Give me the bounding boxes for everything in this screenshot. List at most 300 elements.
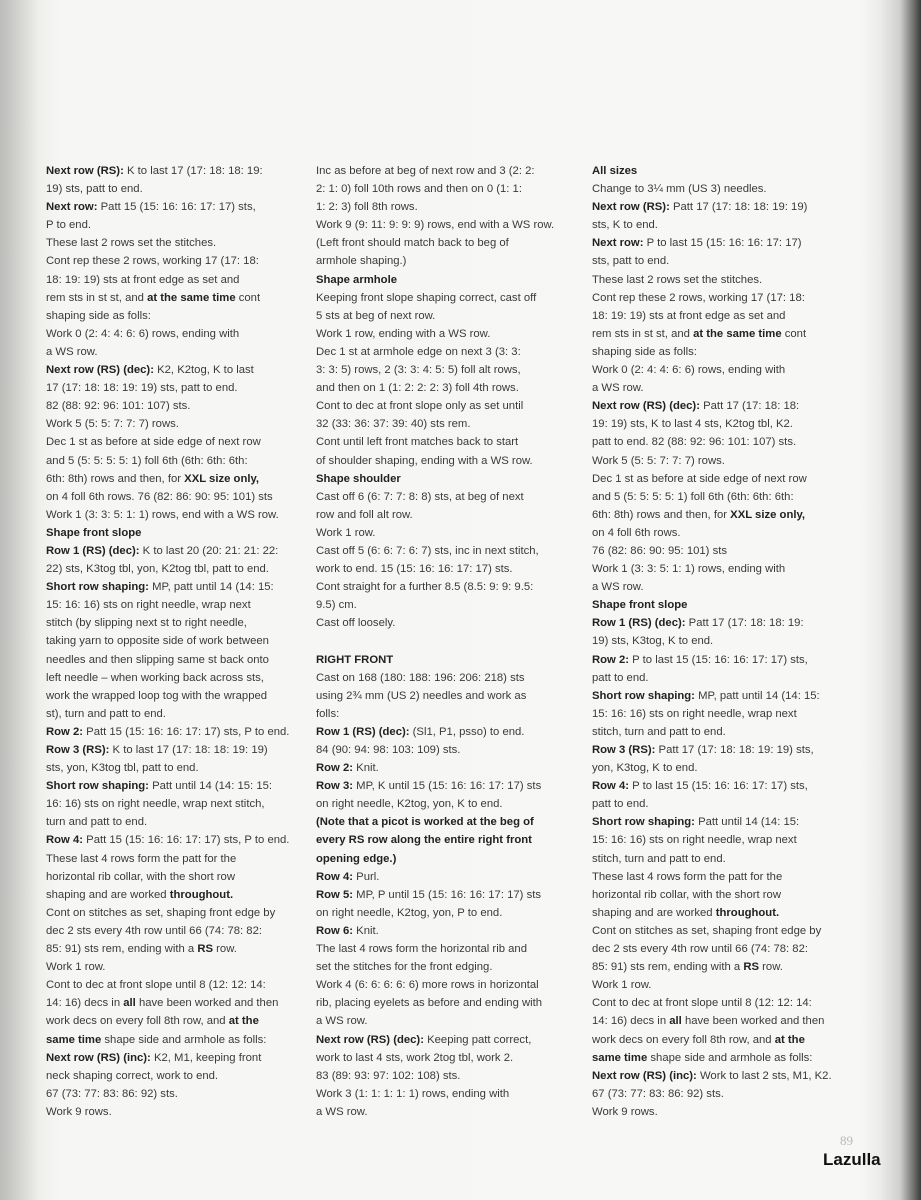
text-segment: needles and then slipping same st back onto [46,653,269,666]
text-segment: stitch, turn and patt to end. [592,852,726,865]
bold-text: Next row: [592,237,644,250]
bold-text: Row 2: [46,725,84,738]
text-segment: Work 5 (5: 5: 7: 7: 7) rows. [46,418,179,431]
text-segment: shaping side as folls: [46,309,151,322]
bold-text: Row 1 (RS) (dec): [592,617,686,630]
text-line [46,705,308,723]
bold-text: Shape armhole [316,273,397,286]
text-line [592,868,860,886]
text-line [46,723,308,741]
bold-text: Shape front slope [592,599,688,612]
text-segment: Work 1 row. [592,979,652,992]
text-segment: shape side and armhole as folls: [647,1051,813,1064]
text-line [316,831,584,849]
text-segment: shape side and armhole as folls: [101,1033,267,1046]
text-line [316,379,584,397]
bold-text: Row 1 (RS) (dec): [316,725,410,738]
text-line [316,488,584,506]
text-line [592,216,860,234]
text-segment: 17 (17: 18: 18: 19: 19) sts, patt to end. [46,382,238,395]
text-line [46,1031,308,1049]
text-line [592,958,860,976]
text-line [592,669,860,687]
text-line [46,868,308,886]
text-line [592,777,860,795]
bold-text: Row 3 (RS): [46,744,110,756]
text-line [316,976,584,994]
text-segment: Work 4 (6: 6: 6: 6: 6) more rows in horizontal [316,979,539,992]
text-segment: 22) sts, K3tog tbl, yon, K2tog tbl, patt to end. [46,563,269,576]
text-segment: taking yarn to opposite side of work between [46,635,269,648]
text-line [316,958,584,976]
bold-text: throughout. [169,888,234,901]
text-segment: row and foll alt row. [316,508,413,521]
text-segment: Work 1 row, ending with a WS row. [316,327,491,340]
text-line [592,1067,860,1085]
text-segment: Patt until 14 (14: 15: [694,816,800,829]
text-segment: yon, K3tog, K to end. [592,762,698,775]
text-line [592,524,860,542]
bold-text: Shape front slope [46,526,142,539]
text-line [316,922,584,940]
text-segment: Patt 15 (15: 16: 16: 17: 17) sts, P to end. [83,725,290,738]
text-segment: folls: [316,707,340,720]
text-line [46,415,308,433]
text-line [316,198,584,216]
text-line [592,506,860,524]
text-line [592,289,860,307]
text-segment: Work 9 (9: 11: 9: 9: 9) rows, end with a WS row. [316,219,555,232]
text-segment: horizontal rib collar, with the short row [46,870,235,883]
text-line [592,614,860,632]
text-line [46,940,308,958]
text-line [592,1103,860,1121]
text-line [316,506,584,524]
text-segment: Work 1 (3: 3: 5: 1: 1) rows, ending with [592,563,786,576]
text-segment: patt to end. 82 (88: 92: 96: 101: 107) sts. [592,436,797,449]
text-segment: Dec 1 st as before at side edge of next row [592,472,807,485]
text-line [592,252,860,270]
bold-text: Next row: [46,201,98,214]
text-segment: (Sl1, P1, psso) to end. [409,725,525,738]
text-segment: on 4 foll 6th rows. [592,526,681,539]
text-segment: Patt 17 (17: 18: 18: 19: 19) sts, [655,744,814,756]
text-line [592,759,860,777]
text-line [316,361,584,379]
text-segment: 32 (33: 36: 37: 39: 40) sts rem. [316,418,471,431]
text-segment: patt to end. [592,798,649,811]
bold-text: Short row shaping: [46,581,149,594]
text-line [316,524,584,542]
text-segment: set the stitches for the front edging. [316,961,493,974]
text-segment: 3: 3: 5) rows, 2 (3: 3: 4: 5: 5) foll alt rows, [316,364,521,377]
text-line [592,795,860,813]
text-line [46,596,308,614]
text-segment: MP, K until 15 (15: 16: 16: 17: 17) sts [353,780,542,793]
text-segment: 16: 16) sts on right needle, wrap next stitch, [46,798,265,811]
bold-text: Next row (RS) (dec): [46,364,154,377]
bold-text: Next row (RS) (dec): [592,400,700,413]
text-line [592,198,860,216]
text-line [46,252,308,270]
text-segment: Cast off loosely. [316,617,396,630]
text-segment: Cont to dec at front slope only as set until [316,400,524,413]
text-line [46,741,308,759]
bold-text: Row 4: [592,780,630,793]
text-segment: 15: 16: 16) sts on right needle, wrap next [592,707,797,720]
bold-text: Short row shaping: [592,816,695,829]
text-segment: rem sts in st st, and [46,291,148,304]
text-line [316,307,584,325]
text-segment: sts, K to end. [592,219,658,232]
text-segment: Patt 17 (17: 18: 18: 19: [685,617,804,630]
text-segment: Work 9 rows. [592,1105,658,1118]
text-segment: have been worked and then [681,1015,825,1028]
text-segment: Cont rep these 2 rows, working 17 (17: 18: [46,255,259,268]
text-line [316,1012,584,1030]
text-line [592,379,860,397]
text-line [592,560,860,578]
text-segment: 15: 16: 16) sts on right needle, wrap next [46,599,251,612]
text-line [46,216,308,234]
text-segment: row. [759,961,783,974]
text-line [316,705,584,723]
text-line [592,397,860,415]
text-segment: 67 (73: 77: 83: 86: 92) sts. [592,1087,724,1100]
text-line [46,524,308,542]
bold-text: Shape shoulder [316,472,401,485]
text-line [316,1049,584,1067]
text-line [46,614,308,632]
text-line [592,976,860,994]
text-segment: cont [235,291,261,304]
text-segment: shaping and are worked [46,888,170,901]
text-line [46,632,308,650]
text-line [46,759,308,777]
text-line [316,687,584,705]
bold-text: every RS row along the entire right front [316,834,532,847]
text-segment: a WS row. [316,1015,368,1028]
text-line [316,741,584,759]
text-line [316,614,584,632]
text-line [46,452,308,470]
text-line [592,271,860,289]
text-line [46,1067,308,1085]
text-segment: on right needle, K2tog, yon, K to end. [316,798,503,811]
text-line [592,705,860,723]
text-segment: turn and patt to end. [46,816,148,829]
bold-text: Row 1 (RS) (dec): [46,544,140,557]
text-line [592,651,860,669]
text-line [316,252,584,270]
text-line [592,1012,860,1030]
text-segment: a WS row. [316,1105,368,1118]
text-segment: Knit. [353,762,379,775]
text-segment: Cont to dec at front slope until 8 (12: 12: 14: [592,997,812,1010]
text-line [592,994,860,1012]
bold-text: Row 3: [316,780,354,793]
text-segment: MP, patt until 14 (14: 15: [694,689,820,702]
text-segment: Keeping front slope shaping correct, cast off [316,291,537,304]
bold-text: Row 6: [316,924,354,937]
text-line [46,904,308,922]
text-line [46,325,308,343]
text-line [46,850,308,868]
text-segment: work to end. 15 (15: 16: 16: 17: 17) sts. [316,563,513,576]
text-segment: The last 4 rows form the horizontal rib and [316,943,527,956]
text-segment: Cast on 168 (180: 188: 196: 206: 218) sts [316,671,525,684]
text-segment: MP, patt until 14 (14: 15: [148,581,274,594]
text-segment: shaping side as folls: [592,345,697,358]
text-segment: 2: 1: 0) foll 10th rows and then on 0 (1: 1: [316,183,522,196]
text-segment: st), turn and patt to end. [46,707,166,720]
bold-text: at the same time [147,291,236,304]
text-segment: Cont straight for a further 8.5 (8.5: 9: 9: 9.5: [316,581,534,594]
text-line [592,343,860,361]
text-line [46,506,308,524]
text-line [46,234,308,252]
bold-text: Row 4: [316,870,354,883]
text-segment: work decs on every foll 8th row, and [592,1033,775,1046]
bold-text: All sizes [592,165,638,177]
text-segment: Patt until 14 (14: 15: 15: [148,780,273,793]
text-segment: Dec 1 st at armhole edge on next 3 (3: 3: [316,345,521,358]
text-segment: Patt 17 (17: 18: 18: [699,400,800,413]
text-segment: P to last 15 (15: 16: 16: 17: 17) sts, [629,780,808,793]
text-segment: Work 0 (2: 4: 4: 6: 6) rows, ending with [592,364,786,377]
text-segment: Work to last 2 sts, M1, K2. [696,1069,832,1082]
text-segment: These last 2 rows set the stitches. [592,273,763,286]
text-segment: work decs on every foll 8th row, and [46,1015,229,1028]
text-segment: row. [213,943,237,956]
text-segment: shaping and are worked [592,906,716,919]
text-line [46,777,308,795]
text-segment: 83 (89: 93: 97: 102: 108) sts. [316,1069,461,1082]
bold-text: (Note that a picot is worked at the beg of [316,816,534,829]
text-line [592,687,860,705]
text-column-middle [316,162,584,1121]
text-line [46,271,308,289]
text-line [316,632,584,650]
text-segment: Work 0 (2: 4: 4: 6: 6) rows, ending with [46,327,240,340]
text-line [316,777,584,795]
text-line [46,669,308,687]
text-segment: 85: 91) sts rem, ending with a [592,961,744,974]
text-line [46,289,308,307]
text-line [316,759,584,777]
text-segment: on right needle, K2tog, yon, P to end. [316,906,503,919]
text-segment: patt to end. [592,671,649,684]
text-line [46,198,308,216]
text-segment: P to end. [46,219,92,232]
text-line [316,234,584,252]
text-segment: Work 5 (5: 5: 7: 7: 7) rows. [592,454,725,467]
text-segment: 19) sts, K3tog, K to end. [592,635,714,648]
text-segment: 5 sts at beg of next row. [316,309,436,322]
text-segment: Cont rep these 2 rows, working 17 (17: 18: [592,291,805,304]
text-segment: Keeping patt correct, [423,1033,532,1046]
text-line [316,813,584,831]
text-segment: 67 (73: 77: 83: 86: 92) sts. [46,1087,178,1100]
text-line [592,596,860,614]
text-line [316,904,584,922]
bold-text: XXL size only, [184,472,260,485]
bold-text: XXL size only, [730,508,806,521]
text-segment: stitch, turn and patt to end. [592,725,726,738]
text-line [592,452,860,470]
text-line [46,433,308,451]
text-line [46,886,308,904]
text-line [592,542,860,560]
text-segment: 19) sts, patt to end. [46,183,143,196]
text-line [592,234,860,252]
text-line [316,271,584,289]
text-line [592,325,860,343]
text-line [592,433,860,451]
text-line [46,958,308,976]
text-segment: Work 9 rows. [46,1105,112,1118]
bold-text: Row 2: [592,653,630,666]
text-line [46,1085,308,1103]
text-segment: a WS row. [592,382,644,395]
text-line [592,922,860,940]
text-segment: K to last 20 (20: 21: 21: 22: [139,544,279,557]
text-line [316,433,584,451]
watermark-label: Lazulla [823,1150,881,1169]
text-segment: Work 3 (1: 1: 1: 1: 1) rows, ending with [316,1087,510,1100]
bold-text: Next row (RS) (dec): [316,1033,424,1046]
text-line [46,795,308,813]
text-segment: work the wrapped loop tog with the wrapped [46,689,268,702]
text-line [316,397,584,415]
text-line [46,397,308,415]
text-line [592,307,860,325]
text-line [46,542,308,560]
text-segment: 1: 2: 3) foll 8th rows. [316,201,418,214]
text-line [46,1012,308,1030]
bold-text: Next row (RS) (inc): [592,1069,697,1082]
text-line [316,216,584,234]
text-segment: 18: 19: 19) sts at front edge as set and [46,273,240,286]
bold-text: RS [743,961,760,974]
text-line [592,162,860,180]
text-line [316,325,584,343]
text-line [316,1085,584,1103]
text-segment: 15: 16: 16) sts on right needle, wrap next [592,834,797,847]
text-segment: work to last 4 sts, work 2tog tbl, work 2. [316,1051,514,1064]
bold-text: same time [592,1051,648,1064]
text-line [46,560,308,578]
bold-text: opening edge.) [316,852,397,865]
text-segment: These last 4 rows form the patt for the [592,870,783,883]
text-segment: 6th: 8th) rows and then, for [592,508,731,521]
bold-text: at the [774,1033,805,1046]
bold-text: at the same time [693,327,782,340]
text-segment: left needle – when working back across sts, [46,671,264,684]
text-segment: Work 1 (3: 3: 5: 1: 1) rows, end with a WS row. [46,508,279,521]
text-segment: Cast off 6 (6: 7: 7: 8: 8) sts, at beg of next [316,490,524,503]
text-line [46,922,308,940]
bold-text: Next row (RS) (inc): [46,1051,151,1064]
text-line [316,994,584,1012]
text-segment: 82 (88: 92: 96: 101: 107) sts. [46,400,191,413]
bold-text: RS [197,943,214,956]
text-line [46,813,308,831]
text-line [316,1031,584,1049]
text-segment: dec 2 sts every 4th row until 66 (74: 78: 82: [592,943,809,956]
text-line [46,162,308,180]
text-line [46,180,308,198]
text-line [592,1031,860,1049]
text-line [316,289,584,307]
binding-shadow [0,0,40,1200]
text-line [316,723,584,741]
text-line [316,542,584,560]
text-segment: Cast off 5 (6: 6: 7: 6: 7) sts, inc in next stitch, [316,544,539,557]
text-segment: Cont to dec at front slope until 8 (12: 12: 14: [46,979,266,992]
text-segment: These last 4 rows form the patt for the [46,852,237,865]
text-segment: Cont on stitches as set, shaping front edge by [592,924,822,937]
text-line [46,343,308,361]
text-line [316,415,584,433]
text-segment: 19: 19) sts, K to last 4 sts, K2tog tbl, K2. [592,418,793,431]
text-segment: P to last 15 (15: 16: 16: 17: 17) sts, [629,653,808,666]
text-line [592,1049,860,1067]
text-line [316,596,584,614]
bold-text: RIGHT FRONT [316,653,394,666]
text-segment: (Left front should match back to beg of [316,237,509,250]
text-column-right [592,162,860,1121]
bold-text: throughout. [715,906,780,919]
bold-text: Short row shaping: [46,780,149,793]
text-line [316,470,584,488]
text-line [592,632,860,650]
text-line [46,831,308,849]
text-line [316,578,584,596]
text-line [46,488,308,506]
bold-text: same time [46,1033,102,1046]
bold-text: Row 2: [316,762,354,775]
text-segment: on 4 foll 6th rows. 76 (82: 86: 90: 95: 101) sts [46,490,273,503]
text-line [316,886,584,904]
text-segment: 18: 19: 19) sts at front edge as set and [592,309,786,322]
text-segment: armhole shaping.) [316,255,407,268]
text-line [46,687,308,705]
text-segment: Cont until left front matches back to start [316,436,519,449]
text-line [592,886,860,904]
text-line [592,488,860,506]
text-segment: stitch (by slipping next st to right needle, [46,617,247,630]
text-line [46,1103,308,1121]
page-number: 89 [840,1133,853,1148]
text-segment: sts, patt to end. [592,255,670,268]
text-line [316,180,584,198]
text-segment: have been worked and then [135,997,279,1010]
text-segment: Work 1 row. [46,961,106,974]
text-segment: 76 (82: 86: 90: 95: 101) sts [592,544,728,557]
text-segment: K to last 17 (17: 18: 18: 19: 19) [109,744,268,756]
text-segment: Patt 15 (15: 16: 16: 17: 17) sts, P to end. [83,834,290,847]
text-line [316,795,584,813]
text-line [46,379,308,397]
text-segment: Purl. [353,870,380,883]
text-segment: neck shaping correct, work to end. [46,1069,219,1082]
text-line [316,940,584,958]
text-line [592,415,860,433]
bold-text: Row 5: [316,888,354,901]
text-line [592,904,860,922]
text-line [592,850,860,868]
